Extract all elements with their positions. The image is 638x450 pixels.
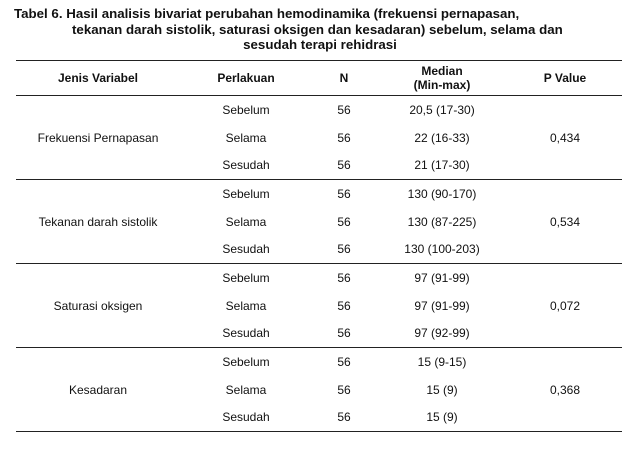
median-cell: 15 (9-15)	[417, 354, 467, 369]
n-cell: 56	[337, 354, 351, 369]
header-median-label: Median	[421, 64, 463, 78]
median-cell: 22 (16-33)	[414, 130, 470, 145]
treatment-cell: Sebelum	[222, 186, 270, 201]
treatment-cell: Sebelum	[222, 102, 270, 117]
n-cell: 56	[312, 152, 376, 180]
variable-cell: Kesadaran	[16, 348, 180, 432]
n-cell: 56	[337, 298, 351, 313]
table-row	[16, 348, 622, 376]
n-cell: 56	[337, 130, 351, 145]
header-pvalue: P Value	[508, 61, 622, 96]
treatment-cell: Selama	[225, 130, 267, 145]
n-cell: 56	[337, 382, 351, 397]
n-cell: 56	[312, 320, 376, 348]
median-cell: 130 (100-203)	[376, 236, 508, 264]
header-treatment: Perlakuan	[180, 61, 312, 96]
table-row	[16, 180, 622, 208]
header-median-sub: (Min-max)	[413, 78, 471, 92]
variable-cell: Saturasi oksigen	[16, 264, 180, 348]
caption-line-1: Tabel 6. Hasil analisis bivariat perubahan hemodinamika (frekuensi pernapasan,	[14, 6, 520, 21]
treatment-cell: Sebelum	[222, 354, 270, 369]
treatment-cell: Selama	[225, 214, 267, 229]
median-cell: 15 (9)	[426, 382, 458, 397]
pvalue-cell: 0,368	[508, 348, 622, 432]
treatment-cell: Selama	[225, 298, 267, 313]
header-variable: Jenis Variabel	[16, 61, 180, 96]
table-row	[16, 264, 622, 292]
median-cell: 21 (17-30)	[376, 152, 508, 180]
median-cell: 130 (90-170)	[407, 186, 477, 201]
n-cell: 56	[337, 186, 351, 201]
median-cell: 97 (92-99)	[376, 320, 508, 348]
variable-cell: Frekuensi Pernapasan	[16, 96, 180, 180]
caption-line-3: sesudah terapi rehidrasi	[243, 37, 397, 52]
treatment-cell: Selama	[225, 382, 267, 397]
median-cell: 20,5 (17-30)	[409, 102, 475, 117]
median-cell: 97 (91-99)	[414, 270, 470, 285]
treatment-cell: Sesudah	[180, 152, 312, 180]
n-cell: 56	[312, 404, 376, 432]
n-cell: 56	[312, 236, 376, 264]
results-table	[16, 60, 622, 432]
median-cell: 97 (91-99)	[414, 298, 470, 313]
table-caption	[10, 6, 630, 53]
header-median	[376, 61, 508, 96]
treatment-cell: Sesudah	[180, 404, 312, 432]
header-row	[16, 61, 622, 96]
pvalue-cell: 0,534	[508, 180, 622, 264]
pvalue-cell: 0,072	[508, 264, 622, 348]
table-row	[16, 96, 622, 124]
treatment-cell: Sebelum	[222, 270, 270, 285]
n-cell: 56	[337, 214, 351, 229]
median-cell: 15 (9)	[376, 404, 508, 432]
caption-line-2: tekanan darah sistolik, saturasi oksigen dan kesadaran) sebelum, selama dan	[72, 21, 563, 37]
n-cell: 56	[337, 270, 351, 285]
n-cell: 56	[337, 102, 351, 117]
pvalue-cell: 0,434	[508, 96, 622, 180]
treatment-cell: Sesudah	[180, 236, 312, 264]
median-cell: 130 (87-225)	[407, 214, 477, 229]
treatment-cell: Sesudah	[180, 320, 312, 348]
variable-cell: Tekanan darah sistolik	[16, 180, 180, 264]
header-n: N	[312, 61, 376, 96]
